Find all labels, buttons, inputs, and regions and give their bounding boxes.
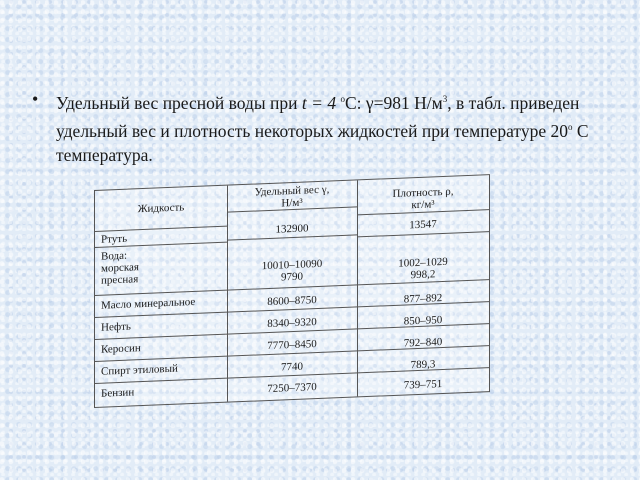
header-weight: Удельный вес γ,	[254, 183, 330, 199]
row-weight: 132900	[275, 222, 309, 236]
row-name: Ртуть	[101, 232, 128, 246]
row-name: Бензин	[101, 386, 135, 400]
data-table	[94, 174, 490, 408]
bullet-text	[56, 87, 606, 167]
row-density: 739–751	[403, 378, 443, 392]
row-density: 850–950	[403, 314, 443, 328]
bullet-item	[32, 87, 606, 167]
text-part-2: С: γ=981 Н/м	[344, 92, 443, 113]
row-density: 877–892	[403, 292, 443, 306]
row-weight: 7740	[281, 360, 303, 374]
row-name: Масло минеральное	[101, 295, 196, 312]
row-density: 789,3	[410, 358, 436, 372]
header-weight-unit: Н/м³	[281, 196, 303, 210]
row-divider	[95, 226, 227, 232]
row-weight: 8340–9320	[267, 316, 317, 331]
header-density: Плотность ρ,	[392, 185, 454, 201]
row-name: Нефть	[101, 320, 131, 334]
row-name-sub: морская	[101, 261, 139, 275]
text-sup: 3	[442, 94, 448, 104]
bullet-marker: •	[32, 89, 39, 109]
row-name: Вода:	[101, 249, 128, 263]
row-name: Керосин	[101, 342, 141, 356]
header-liquid: Жидкость	[137, 201, 185, 216]
row-weight-sub: 9790	[281, 270, 303, 284]
row-name: Спирт этиловый	[101, 362, 178, 378]
text-sup-2: о	[567, 121, 573, 132]
text-part-3: , в табл. приведен удельный вес и плотность некоторых жидкостей при температуре 20	[56, 92, 580, 141]
row-name-sub: пресная	[101, 273, 139, 287]
text-part-1: Удельный вес пресной воды при	[56, 92, 302, 113]
row-weight: 7770–8450	[267, 338, 317, 353]
text-italic: t = 4	[301, 92, 337, 113]
text-part-4: С температура.	[56, 120, 589, 165]
row-density: 13547	[409, 218, 437, 232]
row-weight: 8600–8750	[267, 294, 317, 309]
row-density-sub: 998,2	[410, 268, 436, 282]
row-weight: 7250–7370	[267, 381, 317, 396]
header-density-unit: кг/м³	[411, 198, 435, 212]
row-weight: 10010–10090	[261, 257, 323, 273]
text-degree: о	[340, 94, 345, 104]
row-density: 1002–1029	[398, 255, 448, 270]
row-density: 792–840	[403, 336, 443, 350]
